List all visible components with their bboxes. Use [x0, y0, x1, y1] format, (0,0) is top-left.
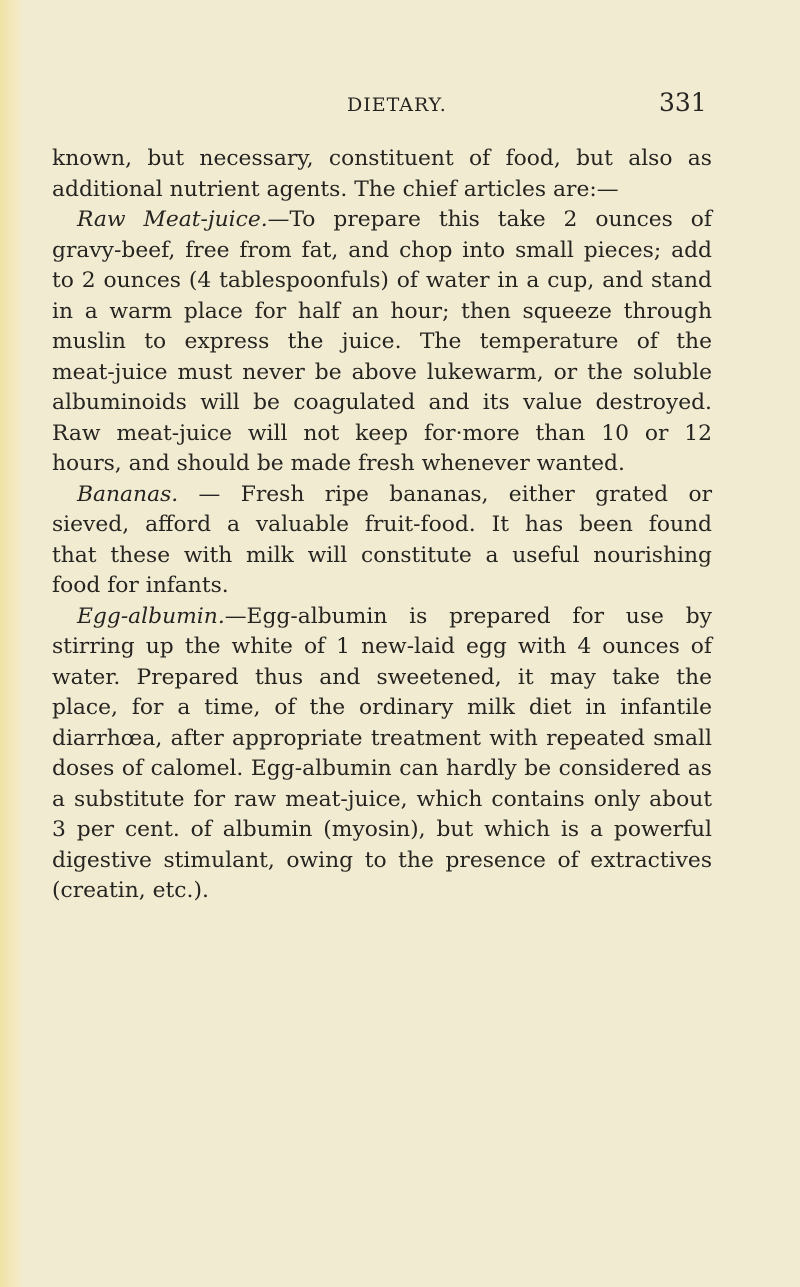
text-line: [52, 358, 712, 389]
line-text: muslin to express the juice. The temperature of the: [52, 329, 712, 354]
line-text: to 2 ounces (4 tablespoonfuls) of water in a cup, and stand: [52, 268, 712, 293]
body-text: [52, 144, 712, 907]
text-line: [52, 327, 712, 358]
line-text: food for infants.: [52, 573, 229, 598]
text-line: [52, 663, 712, 694]
text-line: [52, 205, 712, 236]
paragraph-heading: Egg-albumin.: [77, 603, 225, 629]
line-text: 3 per cent. of albumin (myosin), but which is a powerful: [52, 817, 712, 842]
line-text: meat-juice must never be above lukewarm, or the soluble: [52, 359, 712, 385]
text-line: [52, 236, 712, 267]
line-text: in a warm place for half an hour; then squeeze through: [52, 298, 712, 324]
line-text: —To prepare this take 2 ounces of: [267, 207, 712, 232]
line-text: known, but necessary, constituent of food, but also as: [52, 146, 712, 171]
line-text: stirring up the white of 1 new-laid egg with 4 ounces of: [52, 634, 712, 659]
text-line: [52, 388, 712, 419]
page-number: 331: [659, 88, 707, 117]
paragraph: [52, 144, 712, 205]
text-line: [52, 510, 712, 541]
text-line: [52, 693, 712, 724]
paragraph-heading: Raw Meat-juice.: [77, 207, 268, 232]
line-text: Raw meat-juice will not keep for·more than 10 or 12: [52, 420, 712, 446]
text-line: [52, 297, 712, 328]
text-line: [52, 602, 712, 633]
text-line: [52, 815, 712, 846]
text-line: [52, 846, 712, 877]
line-text: additional nutrient agents. The chief articles are:—: [52, 176, 619, 202]
line-text: digestive stimulant, owing to the presence of extractives: [52, 847, 712, 873]
text-line: [52, 754, 712, 785]
running-head: DIETARY.: [347, 94, 447, 116]
paragraph: [52, 602, 712, 907]
line-text: —Egg-albumin is prepared for use by: [224, 603, 712, 629]
line-text: hours, and should be made fresh whenever wanted.: [52, 451, 625, 476]
line-text: gravy-beef, free from fat, and chop into small pieces; add: [52, 237, 712, 263]
line-text: sieved, afford a valuable fruit-food. It has been found: [52, 512, 712, 537]
line-text: diarrhœa, after appropriate treatment with repeated small: [52, 725, 712, 751]
page-header: [0, 86, 800, 126]
text-line: [52, 571, 712, 602]
text-line: [52, 449, 712, 480]
text-line: [52, 541, 712, 572]
text-line: [52, 876, 712, 907]
paragraph-heading: Bananas.: [77, 481, 179, 507]
line-text: (creatin, etc.).: [52, 878, 209, 903]
paragraph: [52, 205, 712, 480]
line-text: — Fresh ripe bananas, either grated or: [178, 481, 712, 507]
text-line: [52, 785, 712, 816]
paragraph: [52, 480, 712, 602]
text-line: [52, 175, 712, 206]
text-line: [52, 266, 712, 297]
line-text: place, for a time, of the ordinary milk diet in infantile: [52, 695, 712, 720]
line-text: albuminoids will be coagulated and its value destroyed.: [52, 390, 712, 415]
page-gutter-edge: [0, 0, 26, 1287]
text-line: [52, 144, 712, 175]
line-text: doses of calomel. Egg-albumin can hardly be considered as: [52, 756, 712, 781]
text-line: [52, 480, 712, 511]
line-text: water. Prepared thus and sweetened, it may take the: [52, 664, 712, 690]
text-line: [52, 724, 712, 755]
text-line: [52, 632, 712, 663]
line-text: that these with milk will constitute a useful nourishing: [52, 542, 712, 568]
line-text: a substitute for raw meat-juice, which contains only about: [52, 786, 712, 812]
text-line: [52, 419, 712, 450]
